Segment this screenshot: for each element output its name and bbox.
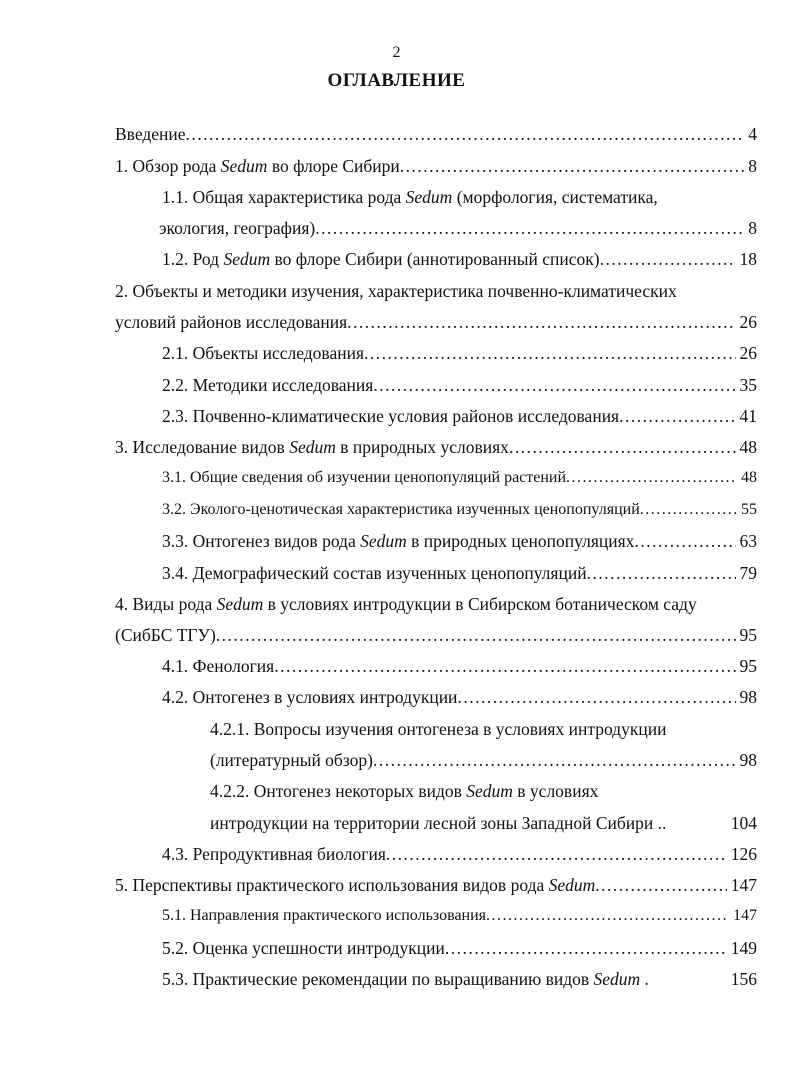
toc-entry-chapter-4[interactable]: 4. Виды рода Sedum в условиях интродукции в Сибирском ботаническом саду xyxy=(115,594,697,614)
toc-entry-section-4-2-2-cont[interactable]: интродукции на территории лесной зоны Западной Сибири .. 104 xyxy=(210,810,757,836)
toc-page-number: 126 xyxy=(730,844,757,864)
toc-page-number: 18 xyxy=(739,249,757,269)
toc-page-number: 98 xyxy=(739,750,757,770)
toc-entry-section-2-2[interactable]: 2.2. Методики исследования ..... 35 xyxy=(162,372,757,398)
toc-entry-section-5-2[interactable]: 5.2. Оценка успешности интродукции ..... 149 xyxy=(162,935,757,961)
toc-entry-section-1-2[interactable]: 1.2. Род Sedum во флоре Сибири (аннотированный список) ..... 18 xyxy=(162,246,757,272)
toc-page-number: 95 xyxy=(739,656,757,676)
toc-page-number: 48 xyxy=(739,437,757,457)
toc-page-number: 147 xyxy=(733,907,757,924)
page-title: ОГЛАВЛЕНИЕ xyxy=(327,70,466,91)
toc-page-number: 79 xyxy=(739,563,757,583)
toc-entry-section-1-1-cont[interactable]: экология, география) ..... 8 xyxy=(159,215,757,241)
toc-entry-section-3-2[interactable]: 3.2. Эколого-ценотическая характеристика изученных ценопопуляций ..... 55 xyxy=(162,497,757,523)
toc-page-number: 147 xyxy=(730,875,757,895)
toc-entry-chapter-4-cont[interactable]: (СибБС ТГУ) ..... 95 xyxy=(115,622,757,648)
toc-entry-chapter-5[interactable]: 5. Перспективы практического использования видов рода Sedum ..... 147 xyxy=(115,872,757,898)
toc-entry-section-1-1[interactable]: 1.1. Общая характеристика рода Sedum (морфология, систематика, xyxy=(162,187,658,207)
toc-entry-section-5-1[interactable]: 5.1. Направления практического использования ..... 147 xyxy=(162,903,757,929)
toc-page-number: 26 xyxy=(739,312,757,332)
page-number: 2 xyxy=(392,44,401,61)
toc-page-number: 55 xyxy=(741,501,757,518)
toc-page-number: 8 xyxy=(748,218,757,238)
toc-entry-section-2-3[interactable]: 2.3. Почвенно-климатические условия районов исследования ..... 41 xyxy=(162,403,757,429)
toc-entry-section-4-1[interactable]: 4.1. Фенология ..... 95 xyxy=(162,653,757,679)
toc-entry-section-4-3[interactable]: 4.3. Репродуктивная биология ..... 126 xyxy=(162,841,757,867)
toc-entry-section-3-3[interactable]: 3.3. Онтогенез видов рода Sedum в природных ценопопуляциях ..... 63 xyxy=(162,528,757,554)
toc-entry-section-2-1[interactable]: 2.1. Объекты исследования ..... 26 xyxy=(162,340,757,366)
toc-entry-section-3-4[interactable]: 3.4. Демографический состав изученных ценопопуляций ..... 79 xyxy=(162,560,757,586)
toc-page-number: 104 xyxy=(730,813,757,833)
toc-page-number: 149 xyxy=(730,938,757,958)
toc-page-number: 95 xyxy=(739,625,757,645)
toc-entry-section-4-2[interactable]: 4.2. Онтогенез в условиях интродукции ..... 98 xyxy=(162,684,757,710)
toc-entry-chapter-1[interactable]: 1. Обзор рода Sedum во флоре Сибири ..... 8 xyxy=(115,153,757,179)
toc-entry-section-3-1[interactable]: 3.1. Общие сведения об изучении ценопопуляций растений ..... 48 xyxy=(162,465,757,491)
toc-entry-chapter-3[interactable]: 3. Исследование видов Sedum в природных условиях ..... 48 xyxy=(115,434,757,460)
toc-entry-section-5-3[interactable]: 5.3. Практические рекомендации по выращиванию видов Sedum . 156 xyxy=(162,966,757,992)
toc-page-number: 41 xyxy=(739,406,757,426)
toc-page-number: 8 xyxy=(748,156,757,176)
toc-page-number: 4 xyxy=(748,124,757,144)
toc-entry-chapter-2[interactable]: 2. Объекты и методики изучения, характеристика почвенно-климатических xyxy=(115,281,677,301)
toc-page-number: 98 xyxy=(739,687,757,707)
toc-entry-section-4-2-1[interactable]: 4.2.1. Вопросы изучения онтогенеза в условиях интродукции xyxy=(210,719,667,739)
toc-page-number: 35 xyxy=(739,375,757,395)
toc-page-number: 26 xyxy=(739,343,757,363)
toc-page-number: 48 xyxy=(741,469,757,486)
toc-entry-chapter-2-cont[interactable]: условий районов исследования ..... 26 xyxy=(115,309,757,335)
toc-entry-section-4-2-2[interactable]: 4.2.2. Онтогенез некоторых видов Sedum в условиях xyxy=(210,781,599,801)
toc-entry-section-4-2-1-cont[interactable]: (литературный обзор) ..... 98 xyxy=(210,747,757,773)
toc-entry-introduction[interactable]: Введение ..... 4 xyxy=(115,121,757,147)
toc-page-number: 63 xyxy=(739,531,757,551)
toc-page-number: 156 xyxy=(730,969,757,989)
